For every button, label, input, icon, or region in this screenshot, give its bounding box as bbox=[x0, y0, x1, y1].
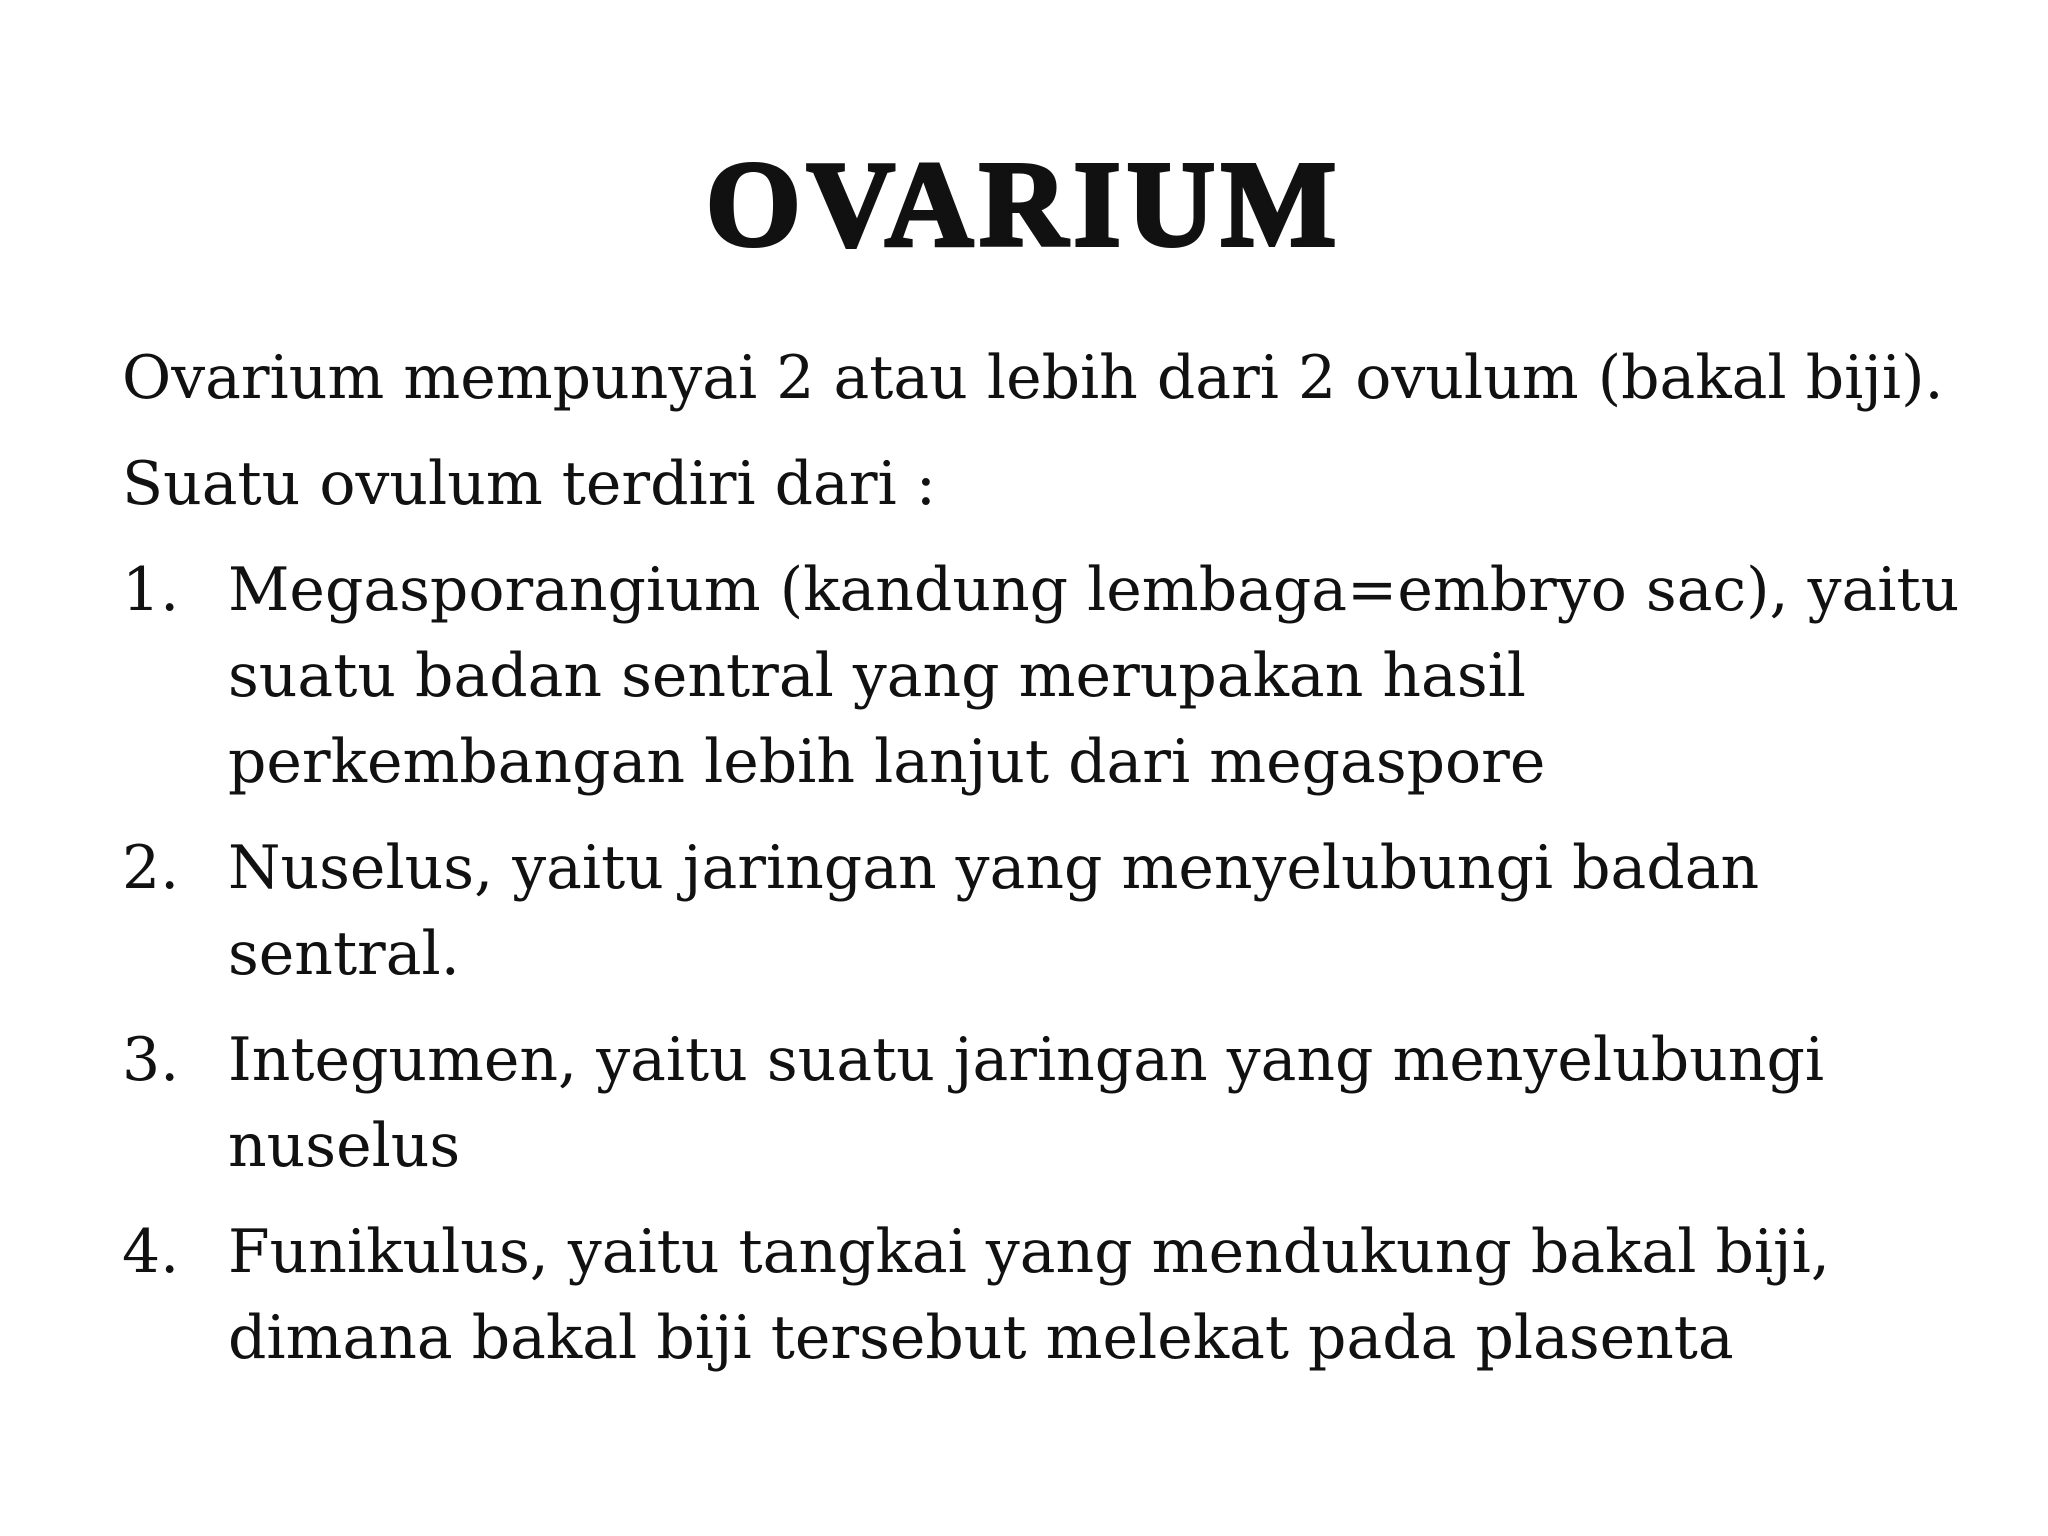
list-item-line: Nuselus, yaitu jaringan yang menyelubungi badan bbox=[228, 833, 1760, 903]
list-item-line: Funikulus, yaitu tangkai yang mendukung bakal biji, bbox=[228, 1217, 1830, 1287]
intro-line: Suatu ovulum terdiri dari : bbox=[122, 449, 936, 519]
slide-title: OVARIUM bbox=[705, 137, 1343, 272]
list-item-text bbox=[228, 547, 1960, 805]
list-number: 2. bbox=[122, 833, 180, 903]
list-item bbox=[122, 1209, 1942, 1381]
intro-line: Ovarium mempunyai 2 atau lebih dari 2 ovulum (bakal biji). bbox=[122, 343, 1944, 413]
list-item-line: Megasporangium (kandung lembaga=embryo sac), yaitu bbox=[228, 555, 1960, 625]
list-item bbox=[122, 547, 1960, 805]
list-number: 4. bbox=[122, 1217, 180, 1287]
list-item-text bbox=[228, 1209, 1942, 1381]
list-item-text bbox=[228, 825, 1942, 997]
list-item-line: suatu badan sentral yang merupakan hasil bbox=[228, 641, 1526, 711]
ovulum-parts-list bbox=[122, 547, 1960, 1381]
slide-body bbox=[122, 335, 1960, 1401]
list-item-text bbox=[228, 1017, 1942, 1189]
list-number: 3. bbox=[122, 1025, 180, 1095]
list-item-line: dimana bakal biji tersebut melekat pada plasenta bbox=[228, 1303, 1734, 1373]
list-item-line: nuselus bbox=[228, 1111, 461, 1181]
list-item bbox=[122, 825, 1942, 997]
list-item-line: perkembangan lebih lanjut dari megaspore bbox=[228, 727, 1546, 797]
list-item-line: sentral. bbox=[228, 919, 460, 989]
list-number: 1. bbox=[122, 555, 180, 625]
list-item bbox=[122, 1017, 1942, 1189]
list-item-line: Integumen, yaitu suatu jaringan yang menyelubungi bbox=[228, 1025, 1825, 1095]
